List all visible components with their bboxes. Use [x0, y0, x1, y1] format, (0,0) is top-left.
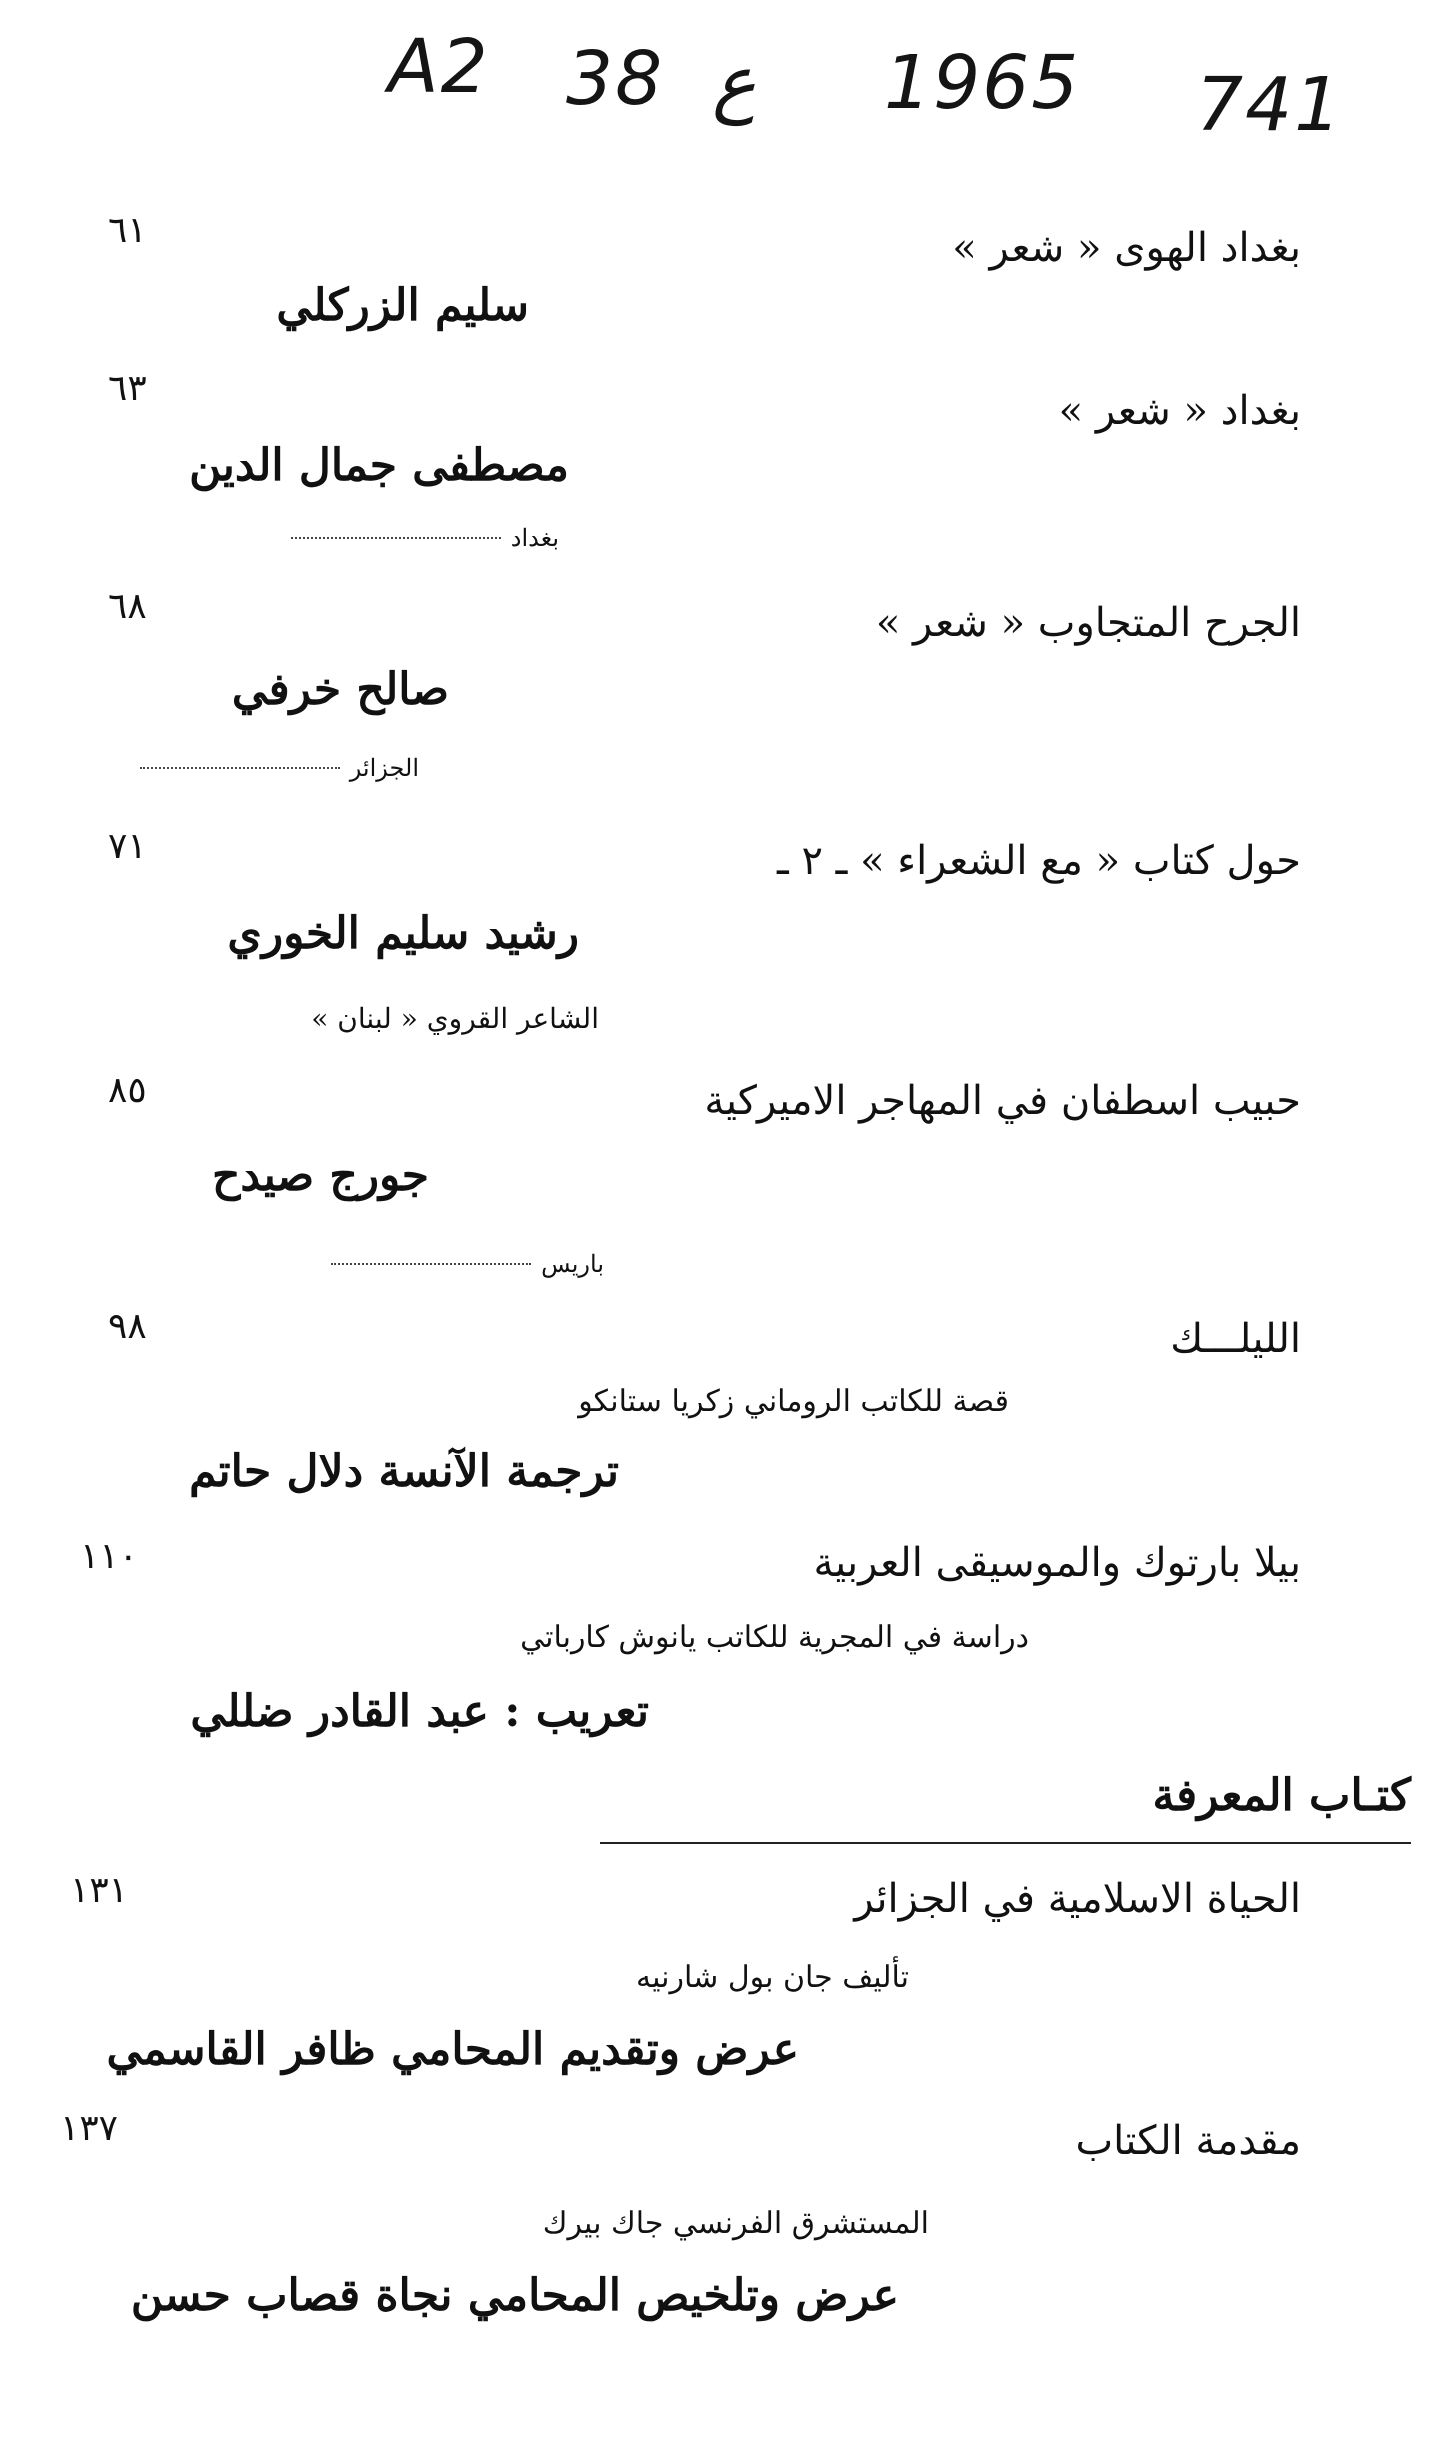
entry-page-number: ١٣٧ [60, 2108, 119, 2149]
entry-author: جورج صيدح [211, 1150, 429, 1201]
section-divider [600, 1842, 1411, 1844]
dotted-leader [331, 1263, 531, 1265]
entry-page-number: ١٣١ [70, 1870, 129, 1911]
location-label: بغداد [510, 524, 559, 552]
entry-title: الحياة الاسلامية في الجزائر [854, 1876, 1301, 1922]
entry-page-number: ٧١ [108, 826, 147, 867]
entry-title: الجرح المتجاوب « شعر » [875, 600, 1301, 646]
section-heading: كتـاب المعرفة [1152, 1770, 1411, 1821]
handwritten-year: 1965 [884, 40, 1081, 126]
entry-title: حول كتاب « مع الشعراء » ـ ٢ ـ [777, 838, 1301, 884]
entry-author: رشيد سليم الخوري [227, 908, 579, 959]
entry-note: دراسة في المجرية للكاتب يانوش كارباتي [520, 1620, 1029, 1655]
entry-author: مصطفى جمال الدين [189, 440, 569, 491]
handwritten-code-ain: ع [712, 40, 757, 126]
entry-page-number: ٩٨ [108, 1306, 147, 1347]
entry-note: المستشرق الفرنسي جاك بيرك [542, 2206, 929, 2241]
entry-author: عرض وتلخيص المحامي نجاة قصاب حسن [130, 2270, 899, 2321]
entry-author: تعريب : عبد القادر ضللي [190, 1686, 649, 1737]
handwritten-number: 741 [1196, 62, 1344, 148]
entry-title: حبيب اسطفان في المهاجر الاميركية [704, 1078, 1301, 1124]
entry-page-number: ٨٥ [108, 1070, 147, 1111]
dotted-leader [291, 537, 501, 539]
entry-title: بغداد الهوى « شعر » [952, 225, 1301, 271]
entry-author: سليم الزركلي [276, 280, 529, 331]
entry-note: تأليف جان بول شارنيه [636, 1960, 909, 1995]
entry-title: بغداد « شعر » [1058, 388, 1301, 434]
entry-page-number: ١١٠ [80, 1536, 139, 1577]
entry-page-number: ٦٣ [108, 368, 147, 409]
entry-author: ترجمة الآنسة دلال حاتم [189, 1446, 619, 1497]
dotted-leader [140, 767, 340, 769]
entry-page-number: ٦١ [108, 210, 147, 251]
entry-author: صالح خرفي [231, 664, 449, 715]
entry-title: الليلـــك [1170, 1316, 1301, 1362]
location-label: الجزائر [349, 754, 419, 782]
entry-note: الشاعر القروي « لبنان » [311, 1002, 599, 1035]
handwritten-code-38: 38 [566, 36, 665, 122]
entry-location [140, 754, 419, 782]
location-label: باريس [541, 1250, 604, 1278]
entry-location [291, 524, 559, 552]
entry-note: قصة للكاتب الروماني زكريا ستانكو [578, 1384, 1009, 1419]
entry-title: مقدمة الكتاب [1075, 2118, 1301, 2164]
entry-page-number: ٦٨ [108, 586, 147, 627]
entry-title: بيلا بارتوك والموسيقى العربية [813, 1540, 1301, 1586]
entry-location [331, 1250, 604, 1278]
handwritten-code-a2: A2 [388, 24, 490, 110]
entry-author: عرض وتقديم المحامي ظافر القاسمي [106, 2024, 799, 2075]
